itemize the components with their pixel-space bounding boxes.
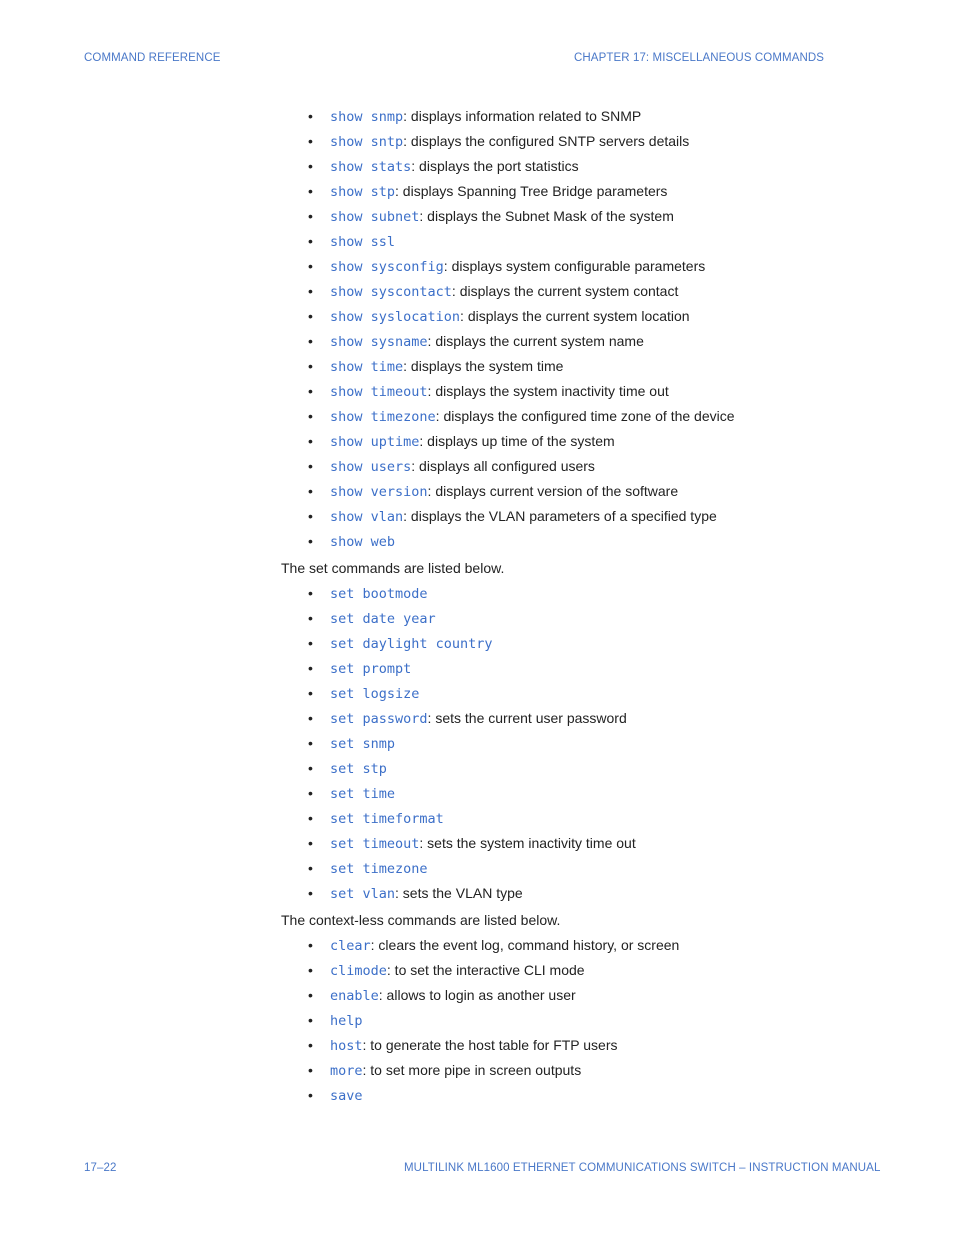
list-item xyxy=(308,179,735,204)
context-commands-list xyxy=(308,933,679,1108)
list-item xyxy=(308,706,636,731)
command-description: : displays the current system location xyxy=(460,308,690,324)
command-description: : displays the VLAN parameters of a specified type xyxy=(403,508,717,524)
context-commands-intro: The context-less commands are listed below. xyxy=(281,912,561,928)
command-name: host xyxy=(330,1038,363,1054)
bullet-icon: • xyxy=(308,685,313,701)
bullet-icon: • xyxy=(308,333,313,349)
command-name: show timezone xyxy=(330,409,436,425)
command-description: : displays the Subnet Mask of the system xyxy=(419,208,674,224)
bullet-icon: • xyxy=(308,383,313,399)
bullet-icon: • xyxy=(308,208,313,224)
command-name: set vlan xyxy=(330,886,396,902)
list-item xyxy=(308,581,636,606)
bullet-icon: • xyxy=(308,483,313,499)
bullet-icon: • xyxy=(308,1087,313,1103)
list-item xyxy=(308,681,636,706)
bullet-icon: • xyxy=(308,458,313,474)
list-item xyxy=(308,1083,679,1108)
bullet-icon: • xyxy=(308,835,313,851)
command-description: : displays Spanning Tree Bridge parameters xyxy=(395,183,668,199)
command-name: show stp xyxy=(330,184,396,200)
command-description: : displays the system inactivity time out xyxy=(427,383,669,399)
command-name: set daylight country xyxy=(330,636,493,652)
bullet-icon: • xyxy=(308,937,313,953)
list-item xyxy=(308,731,636,756)
command-name: set prompt xyxy=(330,661,412,677)
list-item xyxy=(308,154,735,179)
bullet-icon: • xyxy=(308,1012,313,1028)
list-item xyxy=(308,1008,679,1033)
command-name: set bootmode xyxy=(330,586,428,602)
list-item xyxy=(308,606,636,631)
command-name: show ssl xyxy=(330,234,396,250)
list-item xyxy=(308,983,679,1008)
command-name: set logsize xyxy=(330,686,420,702)
list-item xyxy=(308,104,735,129)
command-name: enable xyxy=(330,988,379,1004)
command-description: : to generate the host table for FTP users xyxy=(362,1037,618,1053)
command-name: clear xyxy=(330,938,371,954)
bullet-icon: • xyxy=(308,660,313,676)
command-name: set stp xyxy=(330,761,387,777)
command-name: more xyxy=(330,1063,363,1079)
list-item xyxy=(308,379,735,404)
bullet-icon: • xyxy=(308,760,313,776)
running-header-left: COMMAND REFERENCE xyxy=(84,52,221,64)
page-number: 17–22 xyxy=(84,1162,117,1174)
bullet-icon: • xyxy=(308,408,313,424)
bullet-icon: • xyxy=(308,1037,313,1053)
list-item xyxy=(308,1058,679,1083)
bullet-icon: • xyxy=(308,108,313,124)
list-item xyxy=(308,806,636,831)
command-name: show sysconfig xyxy=(330,259,444,275)
command-description: : displays information related to SNMP xyxy=(403,108,642,124)
bullet-icon: • xyxy=(308,710,313,726)
command-description: : sets the VLAN type xyxy=(395,885,523,901)
command-name: show stats xyxy=(330,159,412,175)
command-name: show timeout xyxy=(330,384,428,400)
bullet-icon: • xyxy=(308,233,313,249)
list-item xyxy=(308,429,735,454)
command-name: show vlan xyxy=(330,509,404,525)
bullet-icon: • xyxy=(308,610,313,626)
bullet-icon: • xyxy=(308,962,313,978)
command-name: show time xyxy=(330,359,404,375)
command-name: help xyxy=(330,1013,363,1029)
list-item xyxy=(308,656,636,681)
list-item xyxy=(308,933,679,958)
list-item xyxy=(308,631,636,656)
bullet-icon: • xyxy=(308,508,313,524)
command-description: : to set more pipe in screen outputs xyxy=(362,1062,582,1078)
command-name: show users xyxy=(330,459,412,475)
command-name: set timezone xyxy=(330,861,428,877)
set-commands-list xyxy=(308,581,636,906)
bullet-icon: • xyxy=(308,987,313,1003)
command-description: : displays the configured time zone of the device xyxy=(435,408,735,424)
command-name: set date year xyxy=(330,611,436,627)
command-name: show subnet xyxy=(330,209,420,225)
command-name: show sysname xyxy=(330,334,428,350)
bullet-icon: • xyxy=(308,183,313,199)
command-name: set timeformat xyxy=(330,811,444,827)
list-item xyxy=(308,329,735,354)
list-item xyxy=(308,529,735,554)
command-name: show syslocation xyxy=(330,309,461,325)
list-item xyxy=(308,129,735,154)
command-name: set timeout xyxy=(330,836,420,852)
bullet-icon: • xyxy=(308,158,313,174)
list-item xyxy=(308,454,735,479)
show-commands-list xyxy=(308,104,735,554)
bullet-icon: • xyxy=(308,283,313,299)
bullet-icon: • xyxy=(308,433,313,449)
command-name: show version xyxy=(330,484,428,500)
command-name: show web xyxy=(330,534,396,550)
list-item xyxy=(308,279,735,304)
bullet-icon: • xyxy=(308,635,313,651)
command-description: : displays the configured SNTP servers details xyxy=(403,133,690,149)
bullet-icon: • xyxy=(308,585,313,601)
command-description: : to set the interactive CLI mode xyxy=(386,962,585,978)
list-item xyxy=(308,831,636,856)
bullet-icon: • xyxy=(308,735,313,751)
command-name: show syscontact xyxy=(330,284,452,300)
bullet-icon: • xyxy=(308,860,313,876)
command-name: show snmp xyxy=(330,109,404,125)
list-item xyxy=(308,756,636,781)
command-description: : displays current version of the software xyxy=(427,483,679,499)
command-description: : sets the current user password xyxy=(427,710,627,726)
bullet-icon: • xyxy=(308,133,313,149)
list-item xyxy=(308,229,735,254)
set-commands-intro: The set commands are listed below. xyxy=(281,560,505,576)
command-description: : allows to login as another user xyxy=(378,987,576,1003)
list-item xyxy=(308,204,735,229)
bullet-icon: • xyxy=(308,810,313,826)
bullet-icon: • xyxy=(308,885,313,901)
list-item xyxy=(308,404,735,429)
list-item xyxy=(308,881,636,906)
command-description: : sets the system inactivity time out xyxy=(419,835,636,851)
command-name: set password xyxy=(330,711,428,727)
bullet-icon: • xyxy=(308,785,313,801)
bullet-icon: • xyxy=(308,358,313,374)
list-item xyxy=(308,958,679,983)
bullet-icon: • xyxy=(308,1062,313,1078)
list-item xyxy=(308,479,735,504)
command-description: : clears the event log, command history, or screen xyxy=(370,937,680,953)
command-name: show sntp xyxy=(330,134,404,150)
list-item xyxy=(308,1033,679,1058)
command-description: : displays up time of the system xyxy=(419,433,615,449)
list-item xyxy=(308,254,735,279)
command-name: climode xyxy=(330,963,387,979)
running-header-right: CHAPTER 17: MISCELLANEOUS COMMANDS xyxy=(574,52,825,64)
command-description: : displays all configured users xyxy=(411,458,595,474)
bullet-icon: • xyxy=(308,308,313,324)
command-name: set snmp xyxy=(330,736,396,752)
command-description: : displays the current system name xyxy=(427,333,644,349)
list-item xyxy=(308,304,735,329)
list-item xyxy=(308,856,636,881)
list-item xyxy=(308,781,636,806)
command-name: save xyxy=(330,1088,363,1104)
command-description: : displays system configurable parameters xyxy=(443,258,706,274)
list-item xyxy=(308,354,735,379)
command-description: : displays the port statistics xyxy=(411,158,579,174)
command-description: : displays the system time xyxy=(403,358,564,374)
bullet-icon: • xyxy=(308,258,313,274)
list-item xyxy=(308,504,735,529)
command-description: : displays the current system contact xyxy=(451,283,679,299)
running-footer-title: MULTILINK ML1600 ETHERNET COMMUNICATIONS SWITCH – INSTRUCTION MANUAL xyxy=(404,1162,881,1174)
command-name: show uptime xyxy=(330,434,420,450)
bullet-icon: • xyxy=(308,533,313,549)
command-name: set time xyxy=(330,786,396,802)
